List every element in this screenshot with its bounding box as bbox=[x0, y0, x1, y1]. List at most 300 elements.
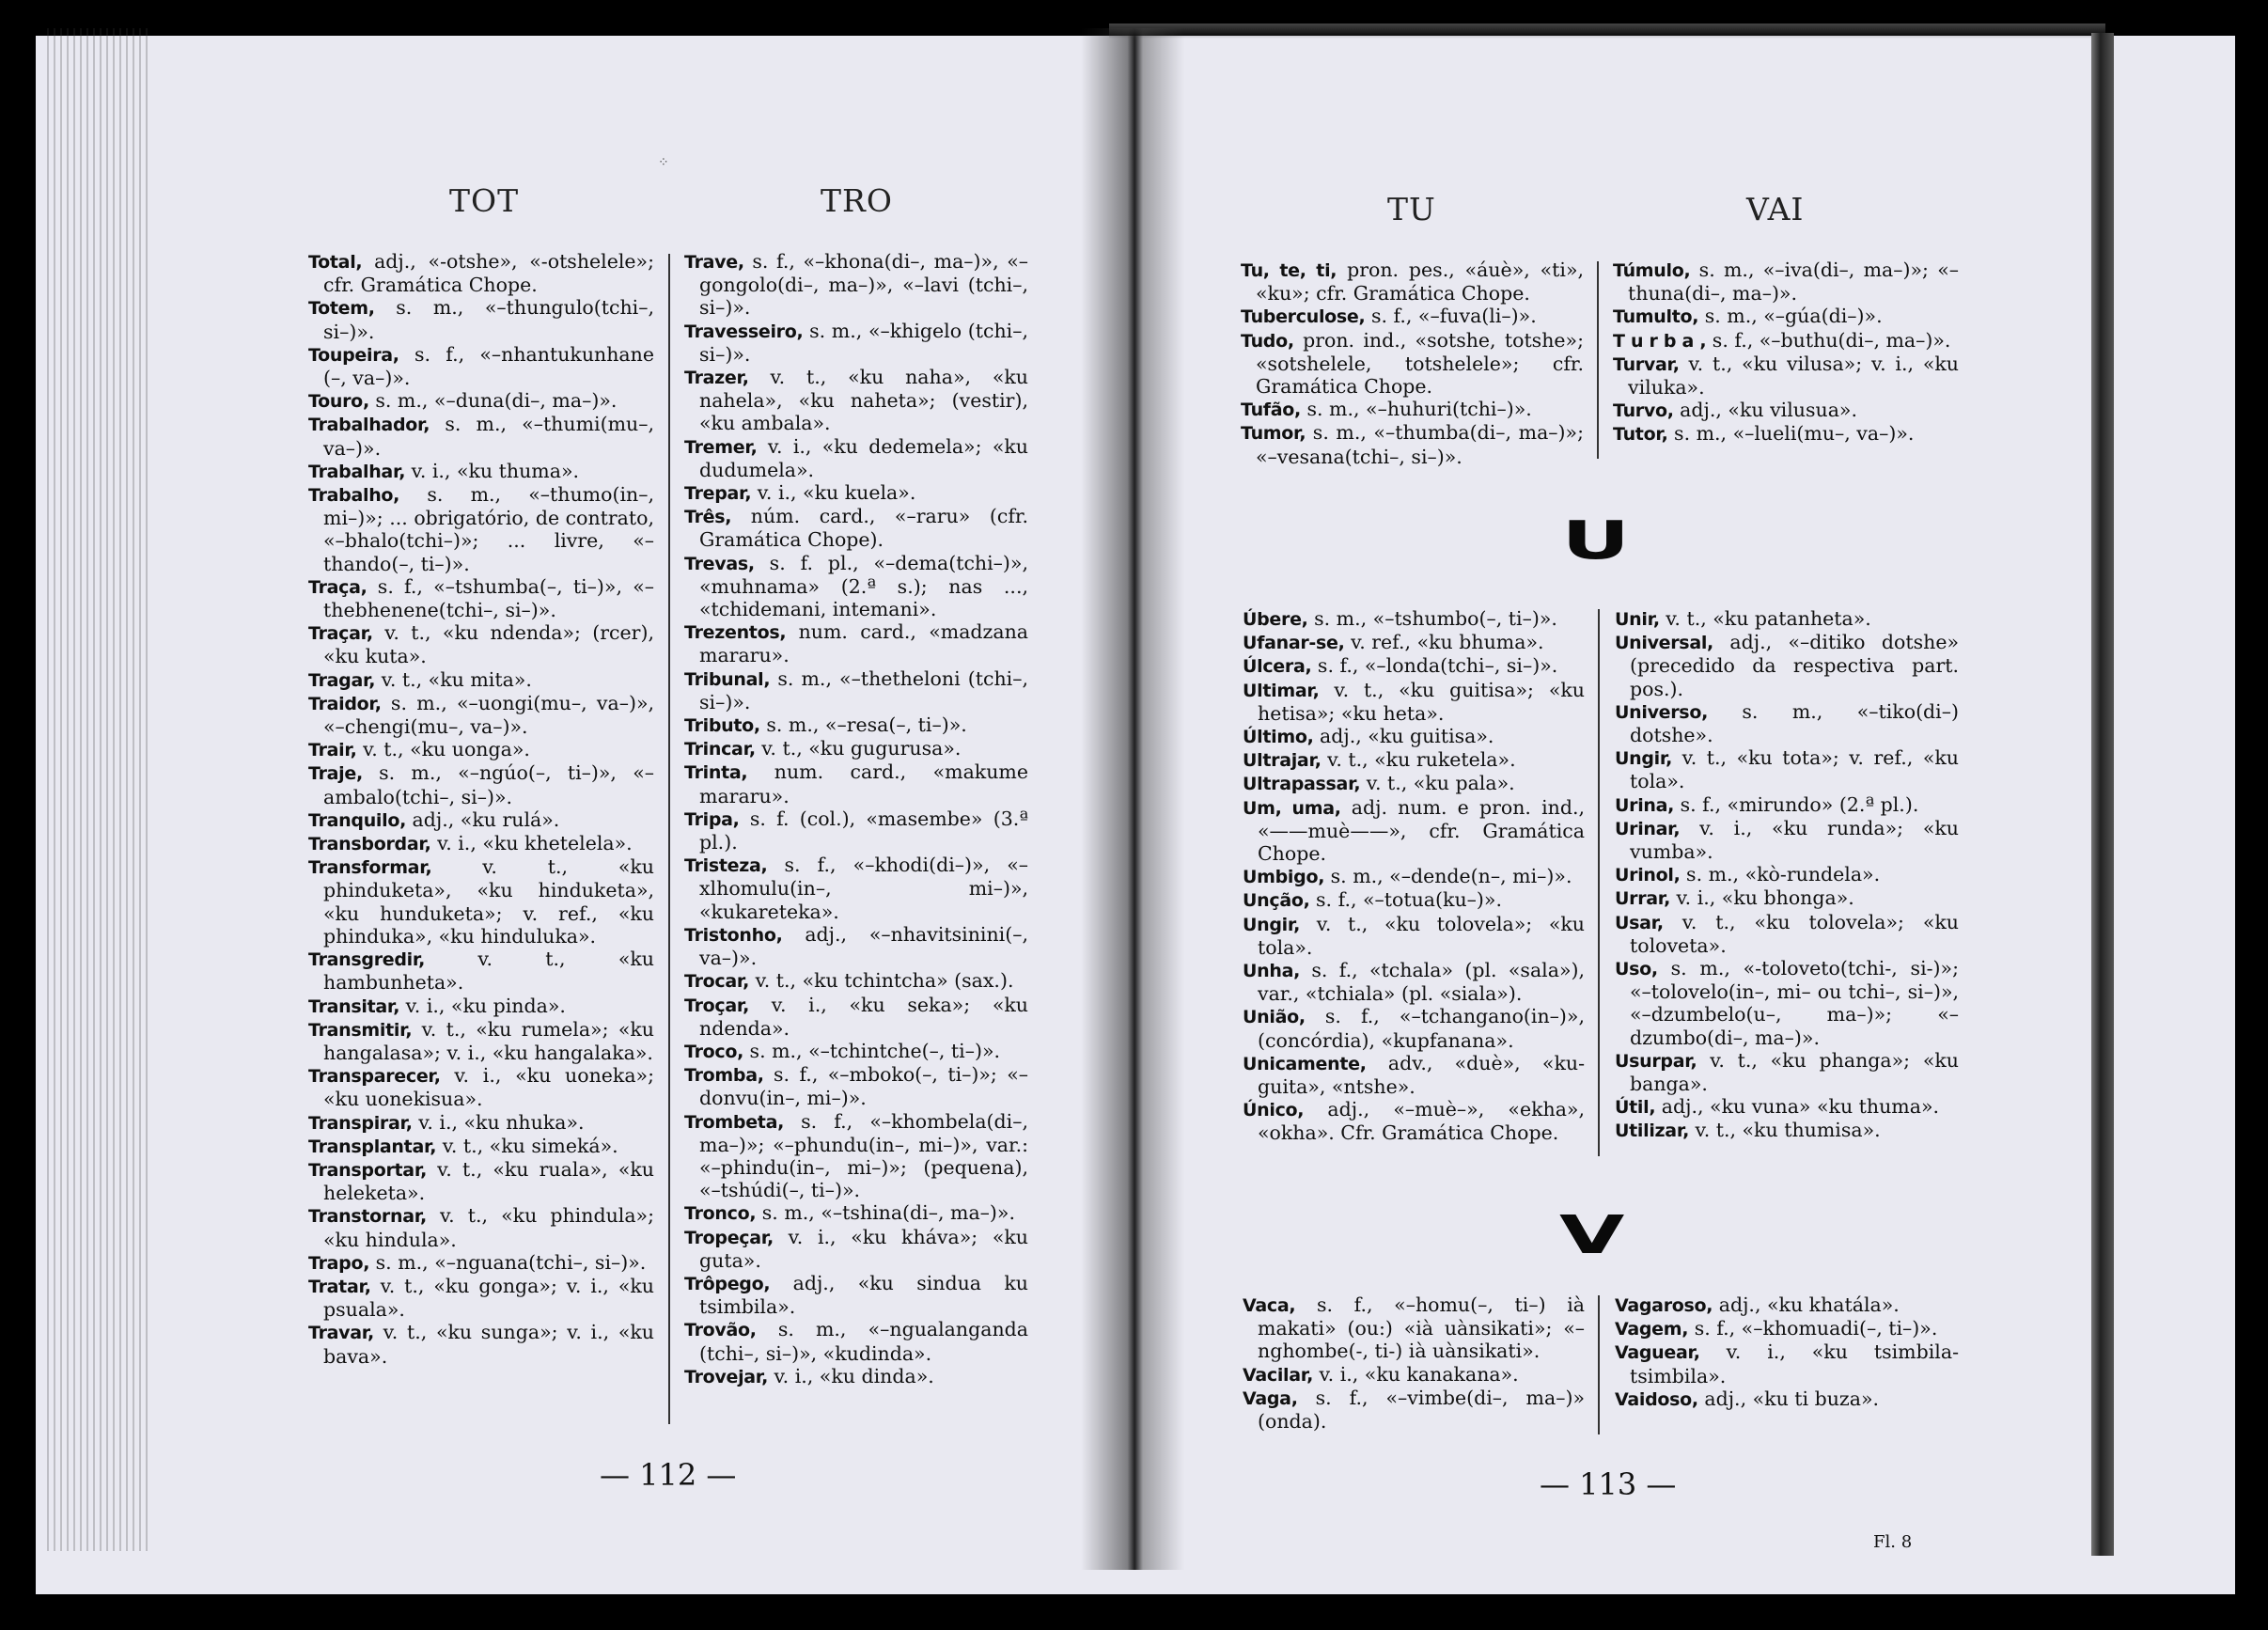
sheet-mark: Fl. 8 bbox=[1873, 1532, 1913, 1552]
entry-definition: adj., «–ditiko dotshe» (precedido da respectiva part. pos.). bbox=[1630, 631, 1959, 700]
left-header-left: TOT bbox=[449, 182, 520, 219]
entry-headword: Trazer, bbox=[684, 368, 749, 389]
dictionary-entry bbox=[684, 713, 1028, 737]
dictionary-entry bbox=[308, 738, 654, 761]
dictionary-entry bbox=[308, 389, 654, 413]
entry-definition: v. t., «ku tolovela»; «ku tola». bbox=[1258, 912, 1585, 959]
dictionary-entry bbox=[684, 807, 1028, 854]
dictionary-entry bbox=[308, 692, 654, 738]
entry-definition: s. f. pl., «–dema(tchi–)», «muhnama» (2.ª s.); nas ..., «tchidemani, intemani». bbox=[699, 551, 1028, 621]
dictionary-entry bbox=[1243, 1098, 1585, 1144]
entry-definition: v. i., «ku uoneka»; «ku uonekisua». bbox=[323, 1064, 654, 1111]
entry-headword: Vagem, bbox=[1615, 1319, 1689, 1340]
entry-headword: Túmulo, bbox=[1613, 260, 1691, 281]
entry-definition: s. m., «–thungulo(tchi–, si–)». bbox=[323, 296, 654, 343]
entry-definition: v. i., «ku runda»; «ku vumba». bbox=[1630, 816, 1959, 864]
dictionary-entry bbox=[308, 1321, 654, 1367]
entry-definition: s. m., «-toloveto(tchi-, si-)»; «–tolovelo(in–, mi– ou tchi–, si–)», «–dzumbelo(u–, ma–)»; «–dzumbo(di–, ma–)». bbox=[1630, 957, 1959, 1049]
entry-headword: Universal, bbox=[1615, 633, 1713, 654]
dictionary-entry bbox=[308, 296, 654, 342]
entry-headword: Trôpego, bbox=[684, 1273, 771, 1294]
entry-definition: s. m., «–thumo(in–, mi–)»; ... obrigatório, de contrato, «–bhalo(tchi–)»; ... livre, «–thando(–, ti–)». bbox=[323, 483, 654, 575]
entry-definition: v. t., «ku guitisa»; «ku hetisa»; «ku heta». bbox=[1258, 678, 1585, 725]
entry-definition: núm. card., «–raru» (cfr. Gramática Chope). bbox=[699, 505, 1028, 552]
entry-definition: v. t., «ku simeká». bbox=[436, 1134, 618, 1157]
entry-headword: Tratar, bbox=[308, 1276, 371, 1297]
entry-definition: s. m., «–tiko(di–) dotshe». bbox=[1630, 699, 1959, 747]
dictionary-entry bbox=[308, 1275, 654, 1321]
dictionary-entry bbox=[1241, 421, 1584, 467]
entry-headword: Tufão, bbox=[1241, 400, 1301, 421]
entry-headword: Turvo, bbox=[1613, 400, 1674, 422]
dictionary-entry bbox=[684, 1063, 1028, 1109]
left-page-column-1 bbox=[308, 250, 654, 1368]
entry-definition: s. m., «–tshina(di–, ma–)». bbox=[756, 1201, 1015, 1225]
dictionary-entry bbox=[1243, 888, 1585, 912]
entry-headword: Traidor, bbox=[308, 693, 382, 714]
entry-definition: s. m., «–dende(n–, mi–)». bbox=[1324, 865, 1572, 888]
entry-definition: s. f., «mirundo» (2.ª pl.). bbox=[1674, 792, 1919, 816]
dictionary-entry bbox=[1613, 422, 1959, 446]
entry-definition: s. m., «kò-rundela». bbox=[1680, 863, 1881, 886]
dictionary-entry bbox=[1243, 725, 1585, 748]
entry-headword: Transtornar, bbox=[308, 1206, 427, 1228]
entry-definition: adj., «ku sindua ku tsimbila». bbox=[699, 1271, 1028, 1319]
dictionary-entry bbox=[684, 505, 1028, 551]
dictionary-entry bbox=[1241, 398, 1584, 421]
dictionary-entry bbox=[1243, 1005, 1585, 1051]
entry-headword: Transparecer, bbox=[308, 1066, 441, 1088]
entry-definition: adj., «ku ti buza». bbox=[1697, 1387, 1880, 1410]
dictionary-entry bbox=[1243, 959, 1585, 1005]
entry-headword: União, bbox=[1243, 1007, 1306, 1028]
entry-headword: Úbere, bbox=[1243, 609, 1308, 630]
entry-definition: v. i., «ku khetelela». bbox=[430, 832, 633, 855]
dictionary-entry bbox=[684, 1201, 1028, 1225]
entry-headword: Tumulto, bbox=[1613, 306, 1699, 328]
dictionary-entry bbox=[1615, 1095, 1959, 1119]
entry-headword: Ultrapassar, bbox=[1243, 774, 1361, 795]
entry-headword: Unha, bbox=[1243, 961, 1301, 982]
entry-definition: s. f., «–homu(–, ti–) ià makati» (ou:) «ià uànsikati»; «–nghombe(-, ti-) ià uànsikati». bbox=[1258, 1293, 1585, 1363]
entry-headword: Trinta, bbox=[684, 762, 748, 784]
entry-headword: Ungir, bbox=[1243, 914, 1301, 935]
entry-definition: s. f., «–mboko(–, ti–)»; «–donvu(in–, mi–)». bbox=[699, 1063, 1028, 1110]
entry-definition: v. t., «ku thumisa». bbox=[1689, 1119, 1881, 1142]
dictionary-entry bbox=[1243, 913, 1585, 959]
entry-headword: Travar, bbox=[308, 1323, 374, 1344]
entry-headword: Último, bbox=[1243, 727, 1314, 748]
dictionary-entry bbox=[684, 435, 1028, 481]
entry-headword: Três, bbox=[684, 507, 732, 528]
entry-headword: Vaga, bbox=[1243, 1387, 1298, 1409]
dictionary-entry bbox=[308, 761, 654, 807]
entry-headword: Usar, bbox=[1615, 912, 1664, 933]
entry-definition: adj., «ku khatála». bbox=[1713, 1293, 1900, 1316]
dictionary-entry bbox=[1615, 911, 1959, 957]
dictionary-entry bbox=[684, 1110, 1028, 1202]
dictionary-entry bbox=[1615, 886, 1959, 910]
entry-headword: Tristeza, bbox=[684, 855, 768, 877]
entry-definition: adj. num. e pron. ind., «——muè——», cfr. Gramática Chope. bbox=[1258, 795, 1585, 866]
dictionary-entry bbox=[308, 250, 654, 296]
entry-definition: s. f., «–buthu(di–, ma–)». bbox=[1706, 328, 1951, 352]
entry-definition: v. t., «ku vilusa»; v. i., «ku viluka». bbox=[1628, 352, 1959, 400]
entry-headword: Universo, bbox=[1615, 701, 1708, 723]
entry-headword: Trombeta, bbox=[684, 1111, 785, 1133]
entry-headword: Ultrajar, bbox=[1243, 750, 1322, 772]
book-spine-shadow bbox=[1081, 28, 1184, 1570]
entry-headword: Total, bbox=[308, 252, 363, 273]
entry-headword: Unir, bbox=[1615, 609, 1660, 630]
u-column-1 bbox=[1243, 607, 1585, 1145]
dictionary-entry bbox=[1615, 607, 1959, 631]
dictionary-entry bbox=[308, 1135, 654, 1158]
dictionary-entry bbox=[684, 737, 1028, 760]
dictionary-entry bbox=[1615, 1049, 1959, 1095]
dictionary-entry bbox=[308, 1018, 654, 1064]
entry-headword: Transmitir, bbox=[308, 1019, 413, 1041]
entry-headword: Transpirar, bbox=[308, 1112, 413, 1134]
dictionary-entry bbox=[1615, 863, 1959, 886]
entry-definition: v. t., «ku sunga»; v. i., «ku bava». bbox=[323, 1321, 654, 1368]
dictionary-entry bbox=[684, 969, 1028, 993]
entry-headword: Transitar, bbox=[308, 995, 400, 1017]
entry-definition: s. f., «–nhantukunhane (–, va–)». bbox=[323, 342, 654, 390]
dictionary-entry bbox=[1243, 1052, 1585, 1098]
entry-definition: s. m., «–thumba(di–, ma–)»; «–vesana(tchi–, si–)». bbox=[1256, 421, 1584, 468]
entry-headword: Traje, bbox=[308, 763, 363, 785]
entry-headword: Transgredir, bbox=[308, 949, 426, 971]
entry-headword: Trair, bbox=[308, 740, 357, 761]
entry-definition: s. m., «–tshumbo(–, ti–)». bbox=[1307, 607, 1557, 630]
entry-headword: Tributo, bbox=[684, 715, 760, 737]
entry-headword: Uso, bbox=[1615, 959, 1658, 980]
entry-headword: Trevas, bbox=[684, 553, 755, 574]
entry-definition: adj., «–nhavitsinini(–, va–)». bbox=[699, 922, 1028, 970]
entry-definition: s. f., «–khodi(di–)», «–xlhomulu(in–, mi–)», «kukareteka». bbox=[699, 854, 1028, 923]
entry-headword: Tranquilo, bbox=[308, 809, 407, 831]
entry-definition: adj., «–muè–», «ekha», «okha». Cfr. Gramática Chope. bbox=[1258, 1098, 1585, 1145]
dictionary-entry bbox=[1613, 399, 1959, 422]
entry-definition: v. t., «ku tchintcha» (sax.). bbox=[749, 969, 1014, 993]
entry-definition: s. f., «–khomuadi(–, ti–)». bbox=[1688, 1317, 1938, 1340]
entry-headword: Tumor, bbox=[1241, 423, 1306, 445]
entry-definition: v. t., «ku tota»; v. ref., «ku tola». bbox=[1630, 746, 1959, 793]
scan-speck: ⁘ bbox=[658, 155, 669, 170]
entry-definition: pron. pes., «áuè», «ti», «ku»; cfr. Gramática Chope. bbox=[1256, 259, 1584, 306]
dictionary-entry bbox=[684, 1318, 1028, 1364]
entry-headword: Urrar, bbox=[1615, 888, 1670, 910]
dictionary-entry bbox=[684, 854, 1028, 923]
dictionary-entry bbox=[1615, 817, 1959, 863]
entry-definition: s. m., «–iva(di–, ma–)»; «–thuna(di–, ma–)». bbox=[1628, 259, 1959, 306]
entry-definition: s. f., «–khombela(di–, ma–)»; «–phundu(in–, mi–)», var.: «–phindu(in–, mi–)»; (pequena), «–tshúdi(–, ti–)». bbox=[699, 1109, 1028, 1202]
entry-headword: Totem, bbox=[308, 298, 375, 320]
entry-definition: s. m., «–resa(–, ti–)». bbox=[759, 713, 967, 737]
entry-definition: v. t., «ku gonga»; v. i., «ku psuala». bbox=[323, 1274, 654, 1322]
entry-headword: Umbigo, bbox=[1243, 867, 1325, 888]
dictionary-entry bbox=[1613, 305, 1959, 328]
dictionary-entry bbox=[1615, 631, 1959, 700]
entry-definition: v. i., «ku nhuka». bbox=[412, 1110, 585, 1134]
entry-definition: s. f., «–londa(tchi–, si–)». bbox=[1311, 654, 1558, 678]
entry-definition: v. t., «ku naha», «ku nahela», «ku naheta»; (vestir), «ku ambala». bbox=[699, 366, 1028, 435]
dictionary-entry bbox=[1615, 1119, 1959, 1142]
entry-headword: Usurpar, bbox=[1615, 1050, 1697, 1072]
entry-headword: Ultimar, bbox=[1243, 680, 1320, 701]
dictionary-entry bbox=[684, 552, 1028, 621]
dictionary-entry bbox=[1243, 1293, 1585, 1363]
entry-definition: s. f., «–fuva(li–)». bbox=[1365, 305, 1537, 328]
entry-definition: s. m., «–huhuri(tchi–)». bbox=[1300, 398, 1532, 421]
entry-definition: adj., «ku vuna» «ku thuma». bbox=[1655, 1095, 1940, 1119]
entry-definition: s. m., «–khigelo (tchi–, si–)». bbox=[699, 319, 1028, 366]
page-number-113: — 113 — bbox=[1540, 1466, 1677, 1502]
dictionary-entry bbox=[308, 1158, 654, 1204]
entry-headword: Travesseiro, bbox=[684, 321, 804, 342]
dictionary-entry bbox=[308, 832, 654, 855]
v-column-1 bbox=[1243, 1293, 1585, 1433]
dictionary-entry bbox=[1243, 607, 1585, 631]
entry-definition: v. t., «ku tolovela»; «ku toloveta». bbox=[1630, 910, 1959, 957]
dictionary-entry bbox=[1241, 329, 1584, 399]
dictionary-entry bbox=[1615, 793, 1959, 817]
entry-definition: s. m., «–ngúo(–, ti–)», «–ambalo(tchi–, si–)». bbox=[323, 761, 654, 808]
entry-headword: Troco, bbox=[684, 1041, 744, 1062]
tu-column-1 bbox=[1241, 259, 1584, 468]
dictionary-entry bbox=[1243, 631, 1585, 654]
dictionary-entry bbox=[684, 1040, 1028, 1063]
entry-definition: s. f., «–vimbe(di–, ma–)» (onda). bbox=[1258, 1386, 1585, 1434]
dictionary-entry bbox=[308, 1251, 654, 1275]
entry-headword: Unicamente, bbox=[1243, 1053, 1367, 1074]
dictionary-entry bbox=[1241, 259, 1584, 305]
entry-headword: Transbordar, bbox=[308, 834, 431, 855]
entry-definition: num. card., «makume mararu». bbox=[699, 760, 1028, 807]
entry-definition: s. m., «–thumi(mu–, va–)». bbox=[323, 413, 654, 460]
entry-headword: Vacilar, bbox=[1243, 1364, 1313, 1386]
entry-headword: Urina, bbox=[1615, 794, 1675, 816]
dictionary-entry bbox=[684, 1365, 1028, 1388]
entry-definition: s. m., «–ngualanganda (tchi–, si–)», «kudinda». bbox=[699, 1318, 1028, 1365]
dictionary-entry bbox=[684, 481, 1028, 505]
entry-headword: Trepar, bbox=[684, 483, 752, 505]
dictionary-entry bbox=[684, 1226, 1028, 1272]
left-page-column-2 bbox=[684, 250, 1028, 1388]
entry-definition: v. t., «ku phindula»; «ku hindula». bbox=[323, 1204, 654, 1251]
dictionary-entry bbox=[1613, 329, 1959, 353]
entry-headword: Úlcera, bbox=[1243, 656, 1312, 678]
dictionary-entry bbox=[1615, 1340, 1959, 1387]
dictionary-entry bbox=[684, 1272, 1028, 1318]
dictionary-entry bbox=[308, 995, 654, 1018]
entry-headword: Urinol, bbox=[1615, 865, 1681, 886]
entry-headword: Turvar, bbox=[1613, 353, 1680, 375]
column-divider bbox=[1597, 261, 1599, 459]
entry-definition: s. m., «–gúa(di–)». bbox=[1698, 305, 1883, 328]
entry-definition: v. t., «ku ruketela». bbox=[1321, 748, 1516, 772]
entry-headword: Transportar, bbox=[308, 1159, 428, 1181]
entry-definition: s. f. (col.), «masembe» (3.ª pl.). bbox=[699, 807, 1028, 854]
entry-definition: v. t., «ku gugurusa». bbox=[755, 737, 962, 760]
entry-headword: Trave, bbox=[684, 252, 744, 273]
page-number-112: — 112 — bbox=[600, 1457, 737, 1493]
entry-headword: Vaidoso, bbox=[1615, 1388, 1698, 1410]
entry-headword: Tutor, bbox=[1613, 424, 1668, 446]
dictionary-entry bbox=[1615, 746, 1959, 792]
entry-definition: v. t., «ku phanga»; «ku banga». bbox=[1630, 1048, 1959, 1096]
dictionary-entry bbox=[1243, 865, 1585, 888]
dictionary-entry bbox=[308, 668, 654, 692]
entry-headword: Tronco, bbox=[684, 1203, 757, 1225]
entry-definition: adj., «-otshe», «-otshelele»; cfr. Gramática Chope. bbox=[323, 250, 654, 297]
entry-definition: pron. ind., «sotshe, totshe»; «sotshelele, totshelele»; cfr. Gramática Chope. bbox=[1256, 328, 1584, 399]
entry-headword: Útil, bbox=[1615, 1097, 1656, 1119]
entry-headword: Vaca, bbox=[1243, 1295, 1296, 1316]
entry-definition: v. i., «ku kanakana». bbox=[1313, 1362, 1519, 1386]
dictionary-entry bbox=[308, 575, 654, 621]
entry-definition: v. t., «ku ruala», «ku heleketa». bbox=[323, 1157, 654, 1205]
dictionary-entry bbox=[684, 994, 1028, 1040]
entry-definition: s. f., «tchala» (pl. «sala»), var., «tchiala» (pl. «siala»). bbox=[1258, 959, 1585, 1006]
v-column-2 bbox=[1615, 1293, 1959, 1411]
entry-headword: Ufanar-se, bbox=[1243, 633, 1345, 654]
dictionary-entry bbox=[684, 760, 1028, 807]
right-header-right: VAI bbox=[1746, 191, 1805, 227]
entry-headword: Vaguear, bbox=[1615, 1342, 1700, 1364]
dictionary-entry bbox=[308, 483, 654, 575]
top-page-edge bbox=[1109, 24, 2105, 39]
dictionary-entry bbox=[308, 460, 654, 483]
dictionary-entry bbox=[308, 855, 654, 948]
entry-definition: s. m., «–uongi(mu–, va–)», «–chengi(mu–, va–)». bbox=[323, 691, 654, 739]
entry-headword: Utilizar, bbox=[1615, 1121, 1690, 1142]
tu-column-2 bbox=[1613, 259, 1959, 447]
entry-definition: s. f., «–tshumba(–, ti–)», «–thebhenene(tchi–, si–)». bbox=[323, 574, 654, 622]
entry-definition: v. i., «ku dedemela»; «ku dudumela». bbox=[699, 434, 1028, 481]
entry-definition: s. f., «–tchangano(in–)», (concórdia), «kupfanana». bbox=[1258, 1005, 1585, 1052]
entry-headword: Ungir, bbox=[1615, 748, 1673, 770]
dictionary-entry bbox=[1243, 796, 1585, 866]
entry-headword: Tromba, bbox=[684, 1065, 764, 1087]
entry-headword: Trovejar, bbox=[684, 1366, 768, 1387]
entry-headword: Trovão, bbox=[684, 1320, 757, 1341]
entry-definition: v. i., «ku kuela». bbox=[751, 481, 916, 505]
entry-definition: v. i., «ku seka»; «ku ndenda». bbox=[699, 993, 1028, 1040]
dictionary-entry bbox=[308, 621, 654, 667]
dictionary-entry bbox=[684, 923, 1028, 969]
entry-definition: adj., «ku vilusua». bbox=[1673, 399, 1857, 422]
entry-definition: adv., «duè», «ku-guita», «ntshe». bbox=[1258, 1051, 1585, 1099]
entry-definition: adj., «ku guitisa». bbox=[1313, 725, 1494, 748]
column-divider bbox=[1598, 1295, 1600, 1434]
dictionary-entry bbox=[1615, 1293, 1959, 1317]
dictionary-entry bbox=[1615, 1317, 1959, 1340]
entry-headword: Trabalho, bbox=[308, 485, 400, 507]
entry-definition: v. t., «ku pala». bbox=[1360, 772, 1515, 795]
entry-definition: v. t., «ku rumela»; «ku hangalasa»; v. i., «ku hangalaka». bbox=[323, 1017, 654, 1064]
entry-definition: v. i., «ku tsimbila-tsimbila». bbox=[1630, 1340, 1959, 1387]
dictionary-entry bbox=[684, 250, 1028, 320]
entry-headword: Tribunal, bbox=[684, 668, 771, 690]
entry-headword: Troçar, bbox=[684, 995, 750, 1016]
dictionary-entry bbox=[308, 1204, 654, 1250]
dictionary-entry bbox=[1615, 700, 1959, 746]
entry-headword: Urinar, bbox=[1615, 818, 1681, 839]
dictionary-entry bbox=[1243, 1363, 1585, 1387]
entry-definition: s. m., «–lueli(mu–, va–)». bbox=[1667, 422, 1915, 446]
entry-headword: Vagaroso, bbox=[1615, 1295, 1713, 1316]
entry-definition: s. f., «–khona(di–, ma–)», «–gongolo(di–, ma–)», «–lavi (tchi–, si–)». bbox=[699, 250, 1028, 320]
entry-headword: Unção, bbox=[1243, 890, 1310, 912]
dictionary-entry bbox=[684, 620, 1028, 666]
entry-headword: Transplantar, bbox=[308, 1136, 437, 1157]
section-letter-v: V bbox=[1558, 1205, 1625, 1266]
dictionary-entry bbox=[1243, 772, 1585, 795]
section-letter-u: U bbox=[1561, 510, 1631, 572]
entry-headword: Trincar, bbox=[684, 739, 756, 760]
dictionary-entry bbox=[308, 948, 654, 994]
dictionary-entry bbox=[308, 413, 654, 459]
entry-definition: v. t., «ku ndenda»; (rcer), «ku kuta». bbox=[323, 621, 654, 668]
dictionary-entry bbox=[1615, 957, 1959, 1049]
entry-headword: Tristonho, bbox=[684, 924, 783, 946]
entry-definition: s. m., «–tchintche(–, ti–)». bbox=[743, 1039, 1000, 1062]
dictionary-entry bbox=[1243, 679, 1585, 725]
entry-headword: Um, uma, bbox=[1243, 797, 1341, 819]
entry-definition: s. m., «–duna(di–, ma–)». bbox=[368, 389, 618, 413]
dictionary-entry bbox=[1615, 1387, 1959, 1411]
dictionary-entry bbox=[1243, 748, 1585, 772]
entry-headword: Tuberculose, bbox=[1241, 306, 1366, 328]
dictionary-entry bbox=[684, 667, 1028, 713]
entry-definition: v. i., «ku pinda». bbox=[399, 994, 566, 1017]
left-page-edge bbox=[47, 28, 150, 1551]
entry-headword: Tripa, bbox=[684, 808, 740, 830]
entry-definition: v. i., «ku bhonga». bbox=[1670, 886, 1854, 910]
entry-definition: v. t., «ku patanheta». bbox=[1659, 607, 1871, 630]
dictionary-entry bbox=[1613, 259, 1959, 305]
entry-definition: v. i., «ku dinda». bbox=[768, 1364, 934, 1387]
entry-headword: Trocar, bbox=[684, 971, 750, 993]
column-divider bbox=[1598, 609, 1600, 1156]
entry-definition: s. f., «–totua(ku–)». bbox=[1309, 888, 1502, 912]
column-divider bbox=[668, 254, 670, 1424]
dictionary-entry bbox=[1243, 654, 1585, 678]
left-header-right: TRO bbox=[821, 182, 893, 219]
entry-definition: v. t., «ku phinduketa», «ku hinduketa», «ku hunduketa»; v. ref., «ku phinduka», «ku hinduluka». bbox=[323, 855, 654, 948]
entry-headword: Tremer, bbox=[684, 436, 758, 458]
entry-definition: v. t., «ku hambunheta». bbox=[323, 948, 654, 995]
dictionary-entry bbox=[1613, 353, 1959, 399]
dictionary-entry bbox=[684, 366, 1028, 435]
u-column-2 bbox=[1615, 607, 1959, 1143]
entry-headword: Trabalhador, bbox=[308, 415, 430, 436]
right-header-left: TU bbox=[1387, 191, 1436, 227]
entry-definition: s. m., «–thetheloni (tchi–, si–)». bbox=[699, 666, 1028, 713]
entry-headword: Touro, bbox=[308, 391, 369, 413]
dictionary-entry bbox=[684, 320, 1028, 366]
entry-definition: v. i., «ku kháva»; «ku guta». bbox=[699, 1225, 1028, 1272]
entry-headword: Trabalhar, bbox=[308, 461, 406, 482]
entry-headword: Único, bbox=[1243, 1100, 1305, 1121]
entry-headword: T u r b a , bbox=[1613, 330, 1707, 352]
dictionary-entry bbox=[308, 343, 654, 389]
entry-definition: v. t., «ku mita». bbox=[375, 667, 532, 691]
entry-headword: Trezentos, bbox=[684, 622, 787, 644]
entry-headword: Traça, bbox=[308, 576, 368, 598]
